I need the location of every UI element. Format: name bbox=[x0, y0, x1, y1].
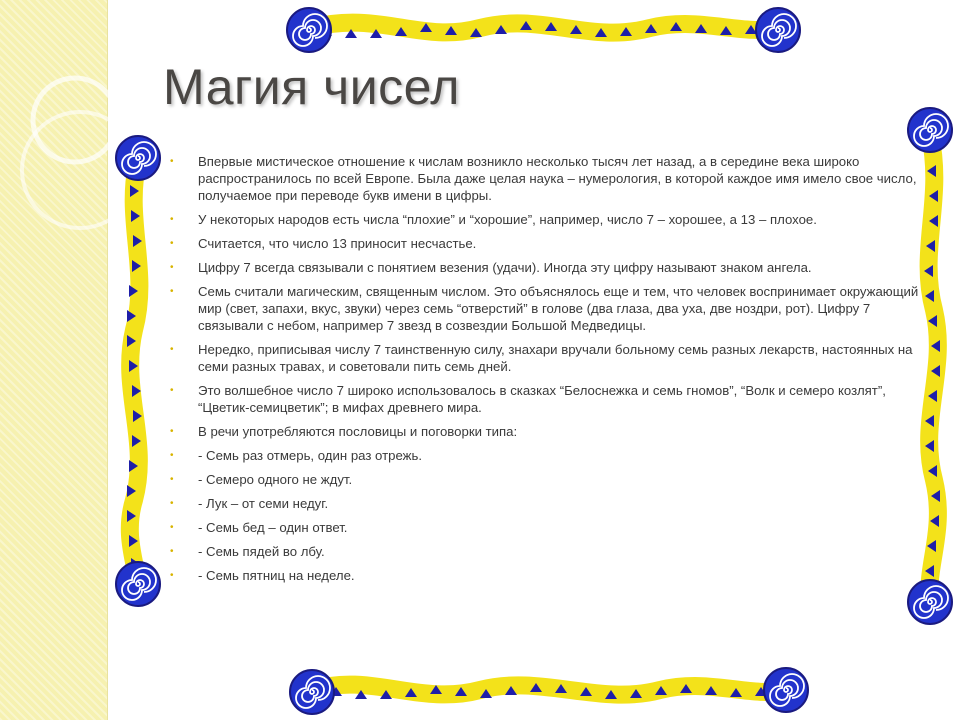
spiral-icon-top-left bbox=[287, 8, 331, 52]
list-item-text: - Семь пядей во лбу. bbox=[198, 544, 325, 559]
bullet-dot-icon: • bbox=[170, 546, 174, 557]
list-item-text: - Семь раз отмерь, один раз отрежь. bbox=[198, 448, 423, 463]
list-item bbox=[170, 153, 920, 204]
list-item-text: Это волшебное число 7 широко использовалось в сказках “Белоснежка и семь гномов”, “Волк и семеро козлят”, “Цветик-семицветик”; в мифах древнего мира. bbox=[198, 383, 886, 415]
spiral-icon-left-bottom bbox=[116, 562, 160, 606]
bullet-dot-icon: • bbox=[170, 238, 174, 249]
bullet-dot-icon: • bbox=[170, 214, 174, 225]
list-item bbox=[170, 283, 920, 334]
list-item bbox=[170, 423, 920, 440]
bullet-dot-icon: • bbox=[170, 522, 174, 533]
bullet-dot-icon: • bbox=[170, 426, 174, 437]
list-item-text: Впервые мистическое отношение к числам возникло несколько тысяч лет назад, а в середине века широко распространилось по всей Европе. Была даже целая наука – нумерология, в которой каждое имя имело свое число, получаемое при переводе букв имени в цифры. bbox=[198, 154, 917, 203]
bullet-list bbox=[170, 153, 920, 591]
bullet-dot-icon: • bbox=[170, 262, 174, 273]
bullet-dot-icon: • bbox=[170, 156, 174, 167]
spiral-icon-bottom-left bbox=[290, 670, 334, 714]
list-item-text: - Семь бед – один ответ. bbox=[198, 520, 348, 535]
list-item-text: У некоторых народов есть числа “плохие” и “хорошие”, например, число 7 – хорошее, а 13 – плохое. bbox=[198, 212, 817, 227]
list-item-text: Считается, что число 13 приносит несчастье. bbox=[198, 236, 477, 251]
list-item-text: - Лук – от семи недуг. bbox=[198, 496, 329, 511]
bullet-dot-icon: • bbox=[170, 474, 174, 485]
bullet-dot-icon: • bbox=[170, 344, 174, 355]
slide-title: Магия чисел bbox=[163, 59, 460, 115]
list-item-text: - Семь пятниц на неделе. bbox=[198, 568, 355, 583]
list-item bbox=[170, 471, 920, 488]
list-item bbox=[170, 382, 920, 416]
list-item bbox=[170, 519, 920, 536]
list-item bbox=[170, 211, 920, 228]
top-ribbon bbox=[310, 23, 780, 33]
bullet-dot-icon: • bbox=[170, 286, 174, 297]
list-item bbox=[170, 259, 920, 276]
list-item bbox=[170, 447, 920, 464]
list-item bbox=[170, 495, 920, 512]
list-item bbox=[170, 341, 920, 375]
spiral-icon-top-right bbox=[756, 8, 800, 52]
spiral-icon-right-top bbox=[908, 108, 952, 152]
list-item-text: - Семеро одного не ждут. bbox=[198, 472, 353, 487]
list-item bbox=[170, 543, 920, 560]
bullet-dot-icon: • bbox=[170, 498, 174, 509]
spiral-icon-bottom-right bbox=[764, 668, 808, 712]
bullet-dot-icon: • bbox=[170, 570, 174, 581]
left-ribbon bbox=[130, 160, 140, 585]
list-item bbox=[170, 567, 920, 584]
list-item-text: В речи употребляются пословицы и поговорки типа: bbox=[198, 424, 518, 439]
list-item-text: Цифру 7 всегда связывали с понятием везения (удачи). Иногда эту цифру называют знаком ангела. bbox=[198, 260, 812, 275]
bullet-dot-icon: • bbox=[170, 385, 174, 396]
bullet-dot-icon: • bbox=[170, 450, 174, 461]
list-item-text: Семь считали магическим, священным числом. Это объяснялось еще и тем, что человек воспринимает окружающий мир (свет, запахи, вкус, звуки) через семь “отверстий” в голове (два глаза, два уха, две ноздри, рот). Цифру 7 связывали с небом, например 7 звезд в созвездии Большой Медведицы. bbox=[198, 284, 919, 333]
list-item-text: Нередко, приписывая числу 7 таинственную силу, знахари вручали больному семь разных лекарств, настоянных на семи разных травах, и советовали пить семь дней. bbox=[198, 342, 913, 374]
spiral-icon-left-top bbox=[116, 136, 160, 180]
panel-ring-1 bbox=[33, 78, 117, 162]
list-item bbox=[170, 235, 920, 252]
